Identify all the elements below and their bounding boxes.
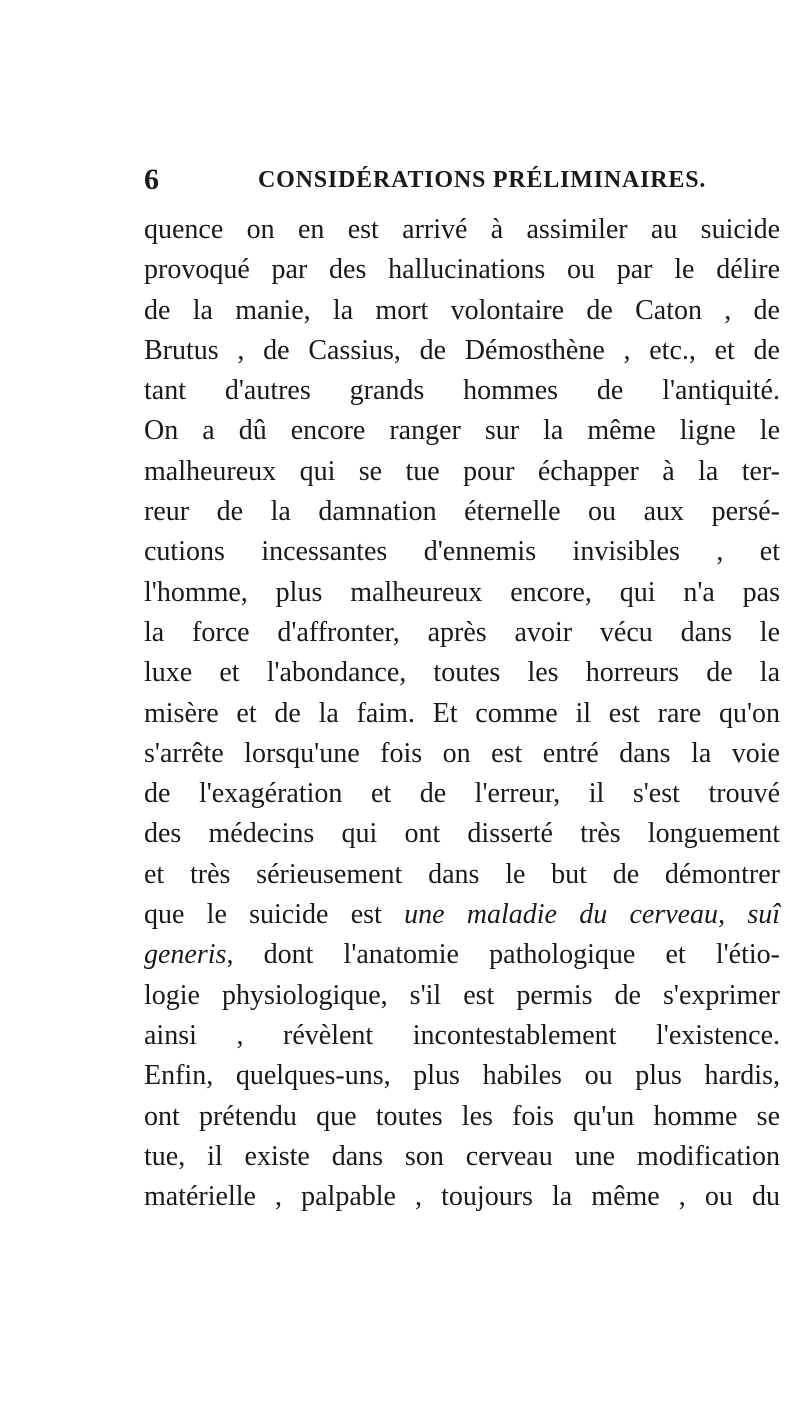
text-line: de l'exagération et de l'erreur, il s'est trouvé — [144, 778, 780, 810]
italic-phrase: une maladie du cerveau — [404, 899, 719, 931]
text-line: Enfin, quelques-uns, plus habiles ou plus hardis, — [144, 1060, 780, 1092]
text-line: tant d'autres grands hommes de l'antiquité. — [144, 375, 780, 407]
page-number: 6 — [144, 163, 159, 196]
text-line: Brutus , de Cassius, de Démosthène , etc., et de — [144, 334, 780, 366]
text-line: On a dû encore ranger sur la même ligne le — [144, 415, 780, 447]
text-line: ont prétendu que toutes les fois qu'un homme se — [144, 1100, 780, 1132]
running-head-title: CONSIDÉRATIONS PRÉLIMINAIRES. — [258, 167, 707, 193]
text-line: des médecins qui ont disserté très longuement — [144, 818, 780, 850]
text-line: la force d'affronter, après avoir vécu dans le — [144, 616, 780, 648]
text-line: matérielle , palpable , toujours la même , ou du — [144, 1181, 780, 1213]
text-line: reur de la damnation éternelle ou aux persé- — [144, 496, 780, 528]
text-span: , dont l'anatomie pathologique et l'étio- — [226, 939, 780, 971]
italic-phrase: suî — [747, 899, 780, 931]
text-line: misère et de la faim. Et comme il est rare qu'on — [144, 697, 780, 729]
text-line: cutions incessantes d'ennemis invisibles , et — [144, 536, 780, 568]
italic-phrase: generis — [144, 939, 227, 971]
text-span: , — [718, 899, 726, 931]
text-line: ainsi , révèlent incontestablement l'existence. — [144, 1019, 780, 1051]
text-line: provoqué par des hallucinations ou par le délire — [144, 254, 780, 286]
text-line: tue, il existe dans son cerveau une modification — [144, 1140, 780, 1172]
text-line: malheureux qui se tue pour échapper à la ter- — [144, 455, 780, 487]
text-line: logie physiologique, s'il est permis de s'exprimer — [144, 979, 780, 1011]
text-line-with-italic — [144, 935, 780, 975]
text-line: quence on en est arrivé à assimiler au suicide — [144, 214, 780, 245]
text-span: que le suicide est — [144, 899, 382, 931]
body-text — [144, 210, 780, 1217]
text-line-with-italic — [144, 895, 780, 935]
text-line: s'arrête lorsqu'une fois on est entré dans la voie — [144, 737, 780, 769]
text-line: l'homme, plus malheureux encore, qui n'a pas — [144, 576, 780, 608]
running-head — [144, 160, 780, 200]
text-line: de la manie, la mort volontaire de Caton , de — [144, 294, 780, 326]
text-line: et très sérieusement dans le but de démontrer — [144, 858, 780, 890]
text-line: luxe et l'abondance, toutes les horreurs de la — [144, 657, 780, 689]
